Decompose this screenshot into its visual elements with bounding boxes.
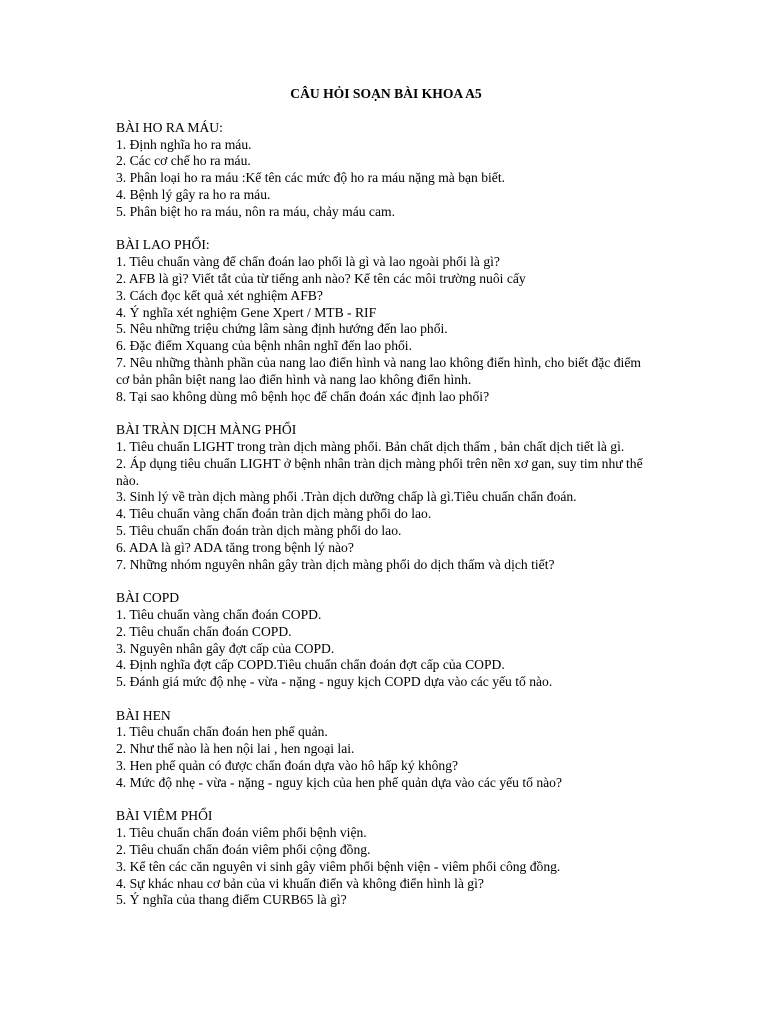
question-item: 1. Tiêu chuẩn vàng để chẩn đoán lao phổi là gì và lao ngoài phổi là gì? [116,254,500,270]
question-item: 1. Tiêu chuẩn chẩn đoán hen phế quản. [116,724,328,740]
question-item: 3. Sinh lý về tràn dịch màng phổi .Tràn dịch dưỡng chấp là gì.Tiêu chuẩn chẩn đoán. [116,489,577,505]
question-item: 6. Đặc điểm Xquang của bệnh nhân nghĩ đến lao phổi. [116,338,412,354]
question-item: 4. Sự khác nhau cơ bản của vi khuẩn điển và không điển hình là gì? [116,875,484,891]
question-item: 1. Tiêu chuẩn LIGHT trong tràn dịch màng phổi. Bản chất dịch thấm , bản chất dịch tiết là gì. [116,438,625,454]
question-item: 8. Tại sao không dùng mô bệnh học để chẩn đoán xác định lao phổi? [116,388,490,404]
question-item: 2. AFB là gì? Viết tắt của từ tiếng anh nào? Kể tên các môi trường nuôi cấy [116,270,526,286]
question-item: 2. Tiêu chuẩn chẩn đoán COPD. [116,623,292,639]
question-item: 2. Như thế nào là hen nội lai , hen ngoại lai. [116,741,355,757]
section-heading: BÀI VIÊM PHỔI [116,808,213,824]
question-item: 5. Nêu những triệu chứng lâm sàng định hướng đến lao phổi. [116,321,448,337]
question-item: 3. Cách đọc kết quả xét nghiệm AFB? [116,287,323,303]
question-item: 2. Áp dụng tiêu chuẩn LIGHT ở bệnh nhân tràn dịch màng phổi trên nền xơ gan, suy tim như thế nào. [116,455,643,488]
question-item: 7. Những nhóm nguyên nhân gây tràn dịch màng phổi do dịch thấm và dịch tiết? [116,556,555,572]
question-section [116,590,656,691]
section-heading: BÀI COPD [116,590,180,606]
question-item: 1. Tiêu chuẩn chẩn đoán viêm phổi bệnh viện. [116,825,367,841]
document-title: CÂU HỎI SOẠN BÀI KHOA A5 [290,86,482,101]
question-item: 3. Phân loại ho ra máu :Kể tên các mức độ ho ra máu nặng mà bạn biết. [116,170,506,186]
question-item: 4. Bệnh lý gây ra ho ra máu. [116,186,271,202]
question-item: 1. Tiêu chuẩn vàng chẩn đoán COPD. [116,606,322,622]
question-section [116,708,656,792]
section-heading: BÀI TRÀN DỊCH MÀNG PHỔI [116,422,297,438]
question-item: 4. Định nghĩa đợt cấp COPD.Tiêu chuẩn chẩn đoán đợt cấp của COPD. [116,657,505,673]
question-item: 5. Tiêu chuẩn chẩn đoán tràn dịch màng phổi do lao. [116,522,402,538]
section-heading: BÀI HO RA MÁU: [116,119,223,135]
question-section [116,120,656,221]
question-item: 5. Phân biệt ho ra máu, nôn ra máu, chảy máu cam. [116,203,395,219]
question-item: 3. Kể tên các căn nguyên vi sinh gây viêm phổi bệnh viện - viêm phổi công đồng. [116,858,561,874]
question-item: 6. ADA là gì? ADA tăng trong bệnh lý nào? [116,539,354,555]
question-item: 4. Ý nghĩa xét nghiệm Gene Xpert / MTB - RIF [116,304,377,320]
question-item: 5. Đánh giá mức độ nhẹ - vừa - nặng - nguy kịch COPD dựa vào các yếu tố nào. [116,674,553,690]
question-item: 7. Nêu những thành phần của nang lao điển hình và nang lao không điển hình, cho biết đặc điểm cơ bản phân biệt nang lao điển hình và nang lao không điển hình. [116,354,641,387]
question-item: 3. Hen phế quản có được chẩn đoán dựa vào hô hấp ký không? [116,758,459,774]
question-item: 1. Định nghĩa ho ra máu. [116,136,252,152]
section-heading: BÀI LAO PHỔI: [116,237,210,253]
question-section [116,808,656,909]
section-heading: BÀI HEN [116,707,171,723]
document-page [116,86,656,926]
question-section [116,237,656,405]
question-section [116,422,656,573]
question-item: 4. Tiêu chuẩn vàng chẩn đoán tràn dịch màng phổi do lao. [116,506,432,522]
question-item: 4. Mức độ nhẹ - vừa - nặng - nguy kịch của hen phế quản dựa vào các yếu tố nào? [116,774,562,790]
question-item: 2. Tiêu chuẩn chẩn đoán viêm phổi cộng đồng. [116,842,371,858]
question-item: 2. Các cơ chế ho ra máu. [116,153,251,169]
question-item: 5. Ý nghĩa của thang điểm CURB65 là gì? [116,892,347,908]
question-item: 3. Nguyên nhân gây đợt cấp của COPD. [116,640,335,656]
sections-container [116,120,656,909]
